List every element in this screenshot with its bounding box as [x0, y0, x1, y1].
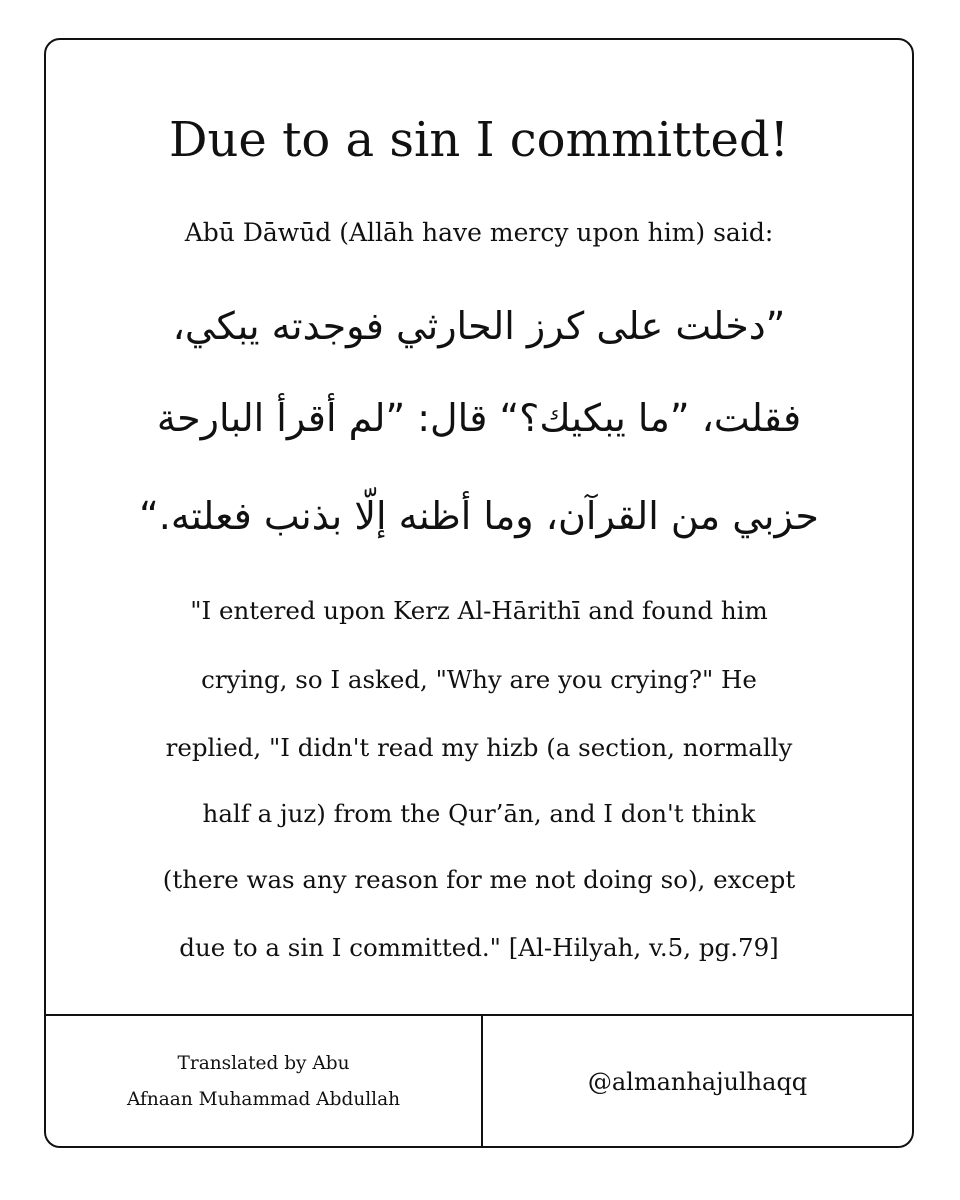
- translator-credit-line: Afnaan Muhammad Abdullah: [126, 1089, 401, 1110]
- social-handle: @almanhajulhaqq: [587, 1068, 808, 1096]
- translator-credit-line: Translated by Abu: [177, 1053, 350, 1074]
- translation-line: crying, so I asked, "Why are you crying?" He: [201, 665, 757, 694]
- quote-card: [44, 38, 914, 1148]
- translation-line: "I entered upon Kerz Al-Hārithī and found him: [190, 596, 768, 625]
- quote-title: Due to a sin I committed!: [169, 112, 789, 168]
- translation-line: half a juz) from the Qur’ān, and I don't think: [202, 799, 756, 828]
- arabic-text-line: ”دخلت على كرز الحارثي فوجدته يبكي،: [172, 304, 786, 348]
- translation-line: (there was any reason for me not doing so), except: [162, 865, 796, 894]
- translator-credit: [46, 1046, 481, 1118]
- card-footer: [46, 1014, 912, 1146]
- translation-line: replied, "I didn't read my hizb (a section, normally: [165, 733, 793, 762]
- translation-line: due to a sin I committed." [Al-Hilyah, v.5, pg.79]: [179, 933, 779, 962]
- arabic-text-line: حزبي من القرآن، وما أظنه إلّا بذنب فعلته.“: [139, 494, 819, 538]
- arabic-text-line: فقلت، ”ما يبكيك؟“ قال: ”لم أقرأ البارحة: [156, 396, 802, 440]
- quote-attribution: Abū Dāwūd (Allāh have mercy upon him) said:: [184, 218, 774, 247]
